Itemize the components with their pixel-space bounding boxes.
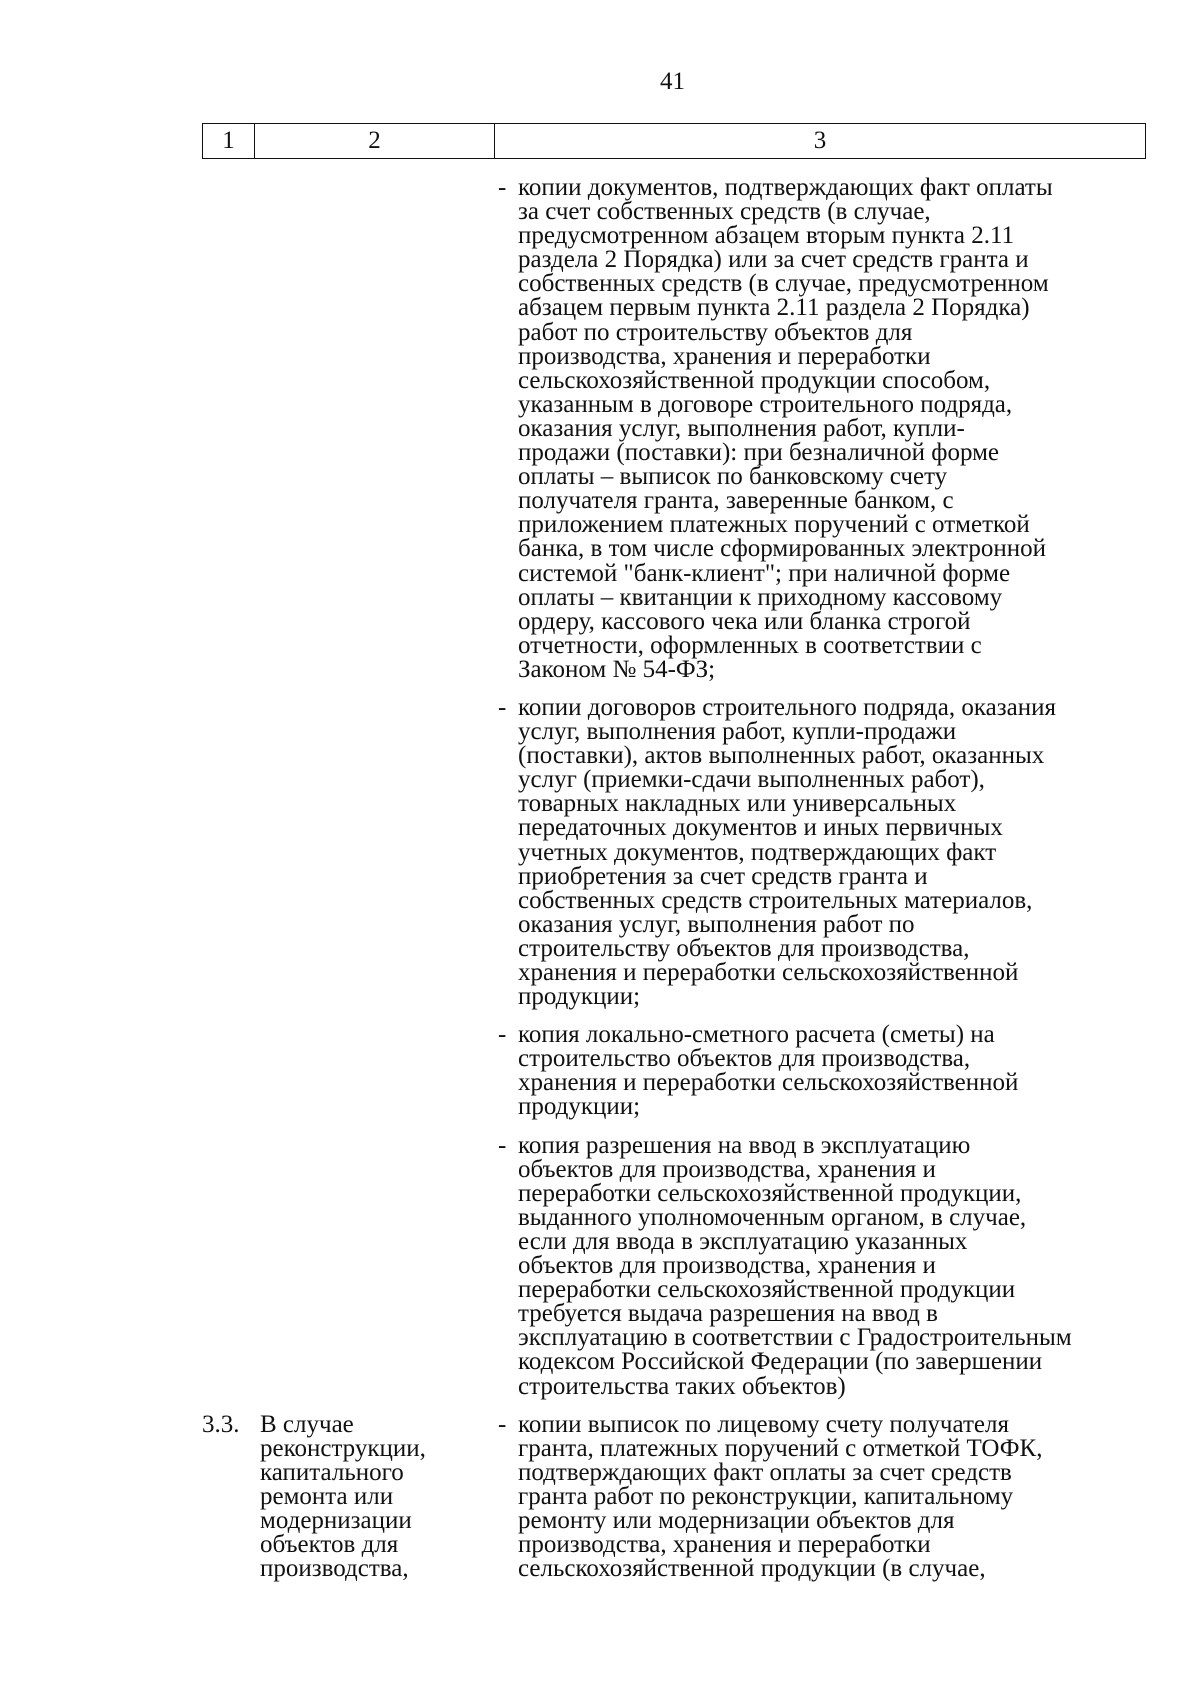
- item-line: оказания услуг, выполнения работ по: [518, 910, 915, 938]
- item-line: кодексом Российской Федерации (по завершении: [518, 1348, 1043, 1376]
- item-line: продукции;: [518, 983, 641, 1011]
- header-col-1: 1: [203, 124, 255, 158]
- item-line: хранения и переработки сельскохозяйственной: [518, 1069, 1019, 1097]
- list-item: [495, 1410, 1146, 1583]
- list-item: [495, 693, 1146, 1011]
- item-line: учетных документов, подтверждающих факт: [518, 838, 997, 866]
- item-line: хранения и переработки сельскохозяйственной: [518, 959, 1019, 986]
- table-header: [202, 123, 1146, 159]
- list-item: [495, 1023, 1146, 1119]
- item-line: банка, в том числе сформированных электронной: [518, 535, 1047, 563]
- item-line: эксплуатацию в соответствии с Градостроительным: [518, 1324, 1072, 1352]
- header-col-2: 2: [255, 124, 495, 158]
- item-line: приобретения за счет средств гранта и: [518, 862, 928, 890]
- item-line: оказания услуг, выполнения работ, купли-: [518, 414, 965, 442]
- item-line: системой "банк-клиент"; при наличной форме: [518, 559, 1011, 587]
- item-line: производства, хранения и переработки: [518, 1531, 931, 1559]
- item-line: получателя гранта, заверенные банком, с: [518, 487, 954, 515]
- item-line: копия локально-сметного расчета (сметы) на: [518, 1021, 995, 1049]
- item-line: услуг (приемки-сдачи выполненных работ),: [518, 766, 985, 794]
- item-line: копии договоров строительного подряда, оказания: [518, 693, 1056, 721]
- item-line: отчетности, оформленных в соответствии с: [518, 631, 982, 659]
- item-line: услуг, выполнения работ, купли-продажи: [518, 718, 957, 746]
- item-line: Законом № 54-ФЗ;: [518, 655, 716, 683]
- item-line: передаточных документов и иных первичных: [518, 814, 1003, 842]
- dash-marker: -: [498, 1410, 507, 1438]
- dash-marker: -: [498, 693, 507, 721]
- item-line: переработки сельскохозяйственной продукции,: [518, 1179, 1022, 1207]
- item-line: сельскохозяйственной продукции способом,: [518, 366, 991, 394]
- item-line: собственных средств (в случае, предусмотренном: [518, 270, 1049, 298]
- item-line: строительству объектов для производства,: [518, 934, 970, 962]
- item-line: приложением платежных поручений с отметкой: [518, 511, 1030, 539]
- item-line: ордеру, кассового чека или бланка строгой: [518, 607, 971, 635]
- item-line: продукции;: [518, 1093, 641, 1121]
- item-line: копии документов, подтверждающих факт оплаты: [518, 174, 1053, 201]
- item-line: товарных накладных или универсальных: [518, 790, 957, 818]
- dash-marker: -: [498, 174, 507, 201]
- item-line: за счет собственных средств (в случае,: [518, 198, 931, 226]
- item-line: производства, хранения и переработки: [518, 342, 931, 370]
- item-line: оплаты – выписок по банковскому счету: [518, 463, 948, 491]
- table-row: [202, 1410, 1146, 1583]
- item-line: переработки сельскохозяйственной продукции: [518, 1276, 1016, 1304]
- row-number: 3.3.: [202, 1410, 240, 1438]
- item-line: если для ввода в эксплуатацию указанных: [518, 1227, 968, 1255]
- item-line: абзацем первым пункта 2.11 раздела 2 Порядка): [518, 294, 1030, 322]
- item-line: оплаты – квитанции к приходному кассовому: [518, 583, 1003, 611]
- item-line: гранта работ по реконструкции, капитальному: [518, 1482, 1014, 1510]
- list-item: [495, 1131, 1146, 1400]
- item-line: собственных средств строительных материалов,: [518, 886, 1033, 914]
- list-item: [495, 176, 1146, 682]
- item-line: продажи (поставки): при безналичной форме: [518, 439, 1000, 467]
- item-line: строительства таких объектов): [518, 1372, 846, 1400]
- item-line: раздела 2 Порядка) или за счет средств гранта и: [518, 246, 1029, 274]
- table-row: [202, 176, 1146, 1399]
- item-line: выданного уполномоченным органом, в случае,: [518, 1203, 1027, 1231]
- item-line: объектов для производства, хранения и: [518, 1155, 936, 1183]
- table-body: [202, 176, 1146, 1595]
- item-line: гранта, платежных поручений с отметкой ТОФК,: [518, 1434, 1043, 1462]
- item-line: строительство объектов для производства,: [518, 1045, 971, 1073]
- item-line: копия разрешения на ввод в эксплуатацию: [518, 1131, 971, 1159]
- item-line: объектов для производства, хранения и: [518, 1252, 936, 1280]
- dash-marker: -: [498, 1021, 507, 1049]
- item-line: сельскохозяйственной продукции (в случае,: [518, 1555, 986, 1583]
- header-col-3: 3: [813, 127, 827, 154]
- item-line: указанным в договоре строительного подряда,: [518, 390, 1013, 418]
- item-line: требуется выдача разрешения на ввод в: [518, 1300, 938, 1328]
- page-number: 41: [660, 68, 685, 95]
- item-line: подтверждающих факт оплаты за счет средств: [518, 1458, 1012, 1486]
- row-description: В случае реконструкции, капитального ремонта или модернизации объектов для производства,: [260, 1410, 426, 1582]
- item-line: предусмотренном абзацем вторым пункта 2.11: [518, 222, 1015, 250]
- item-line: работ по строительству объектов для: [518, 318, 913, 346]
- dash-marker: -: [498, 1131, 507, 1159]
- item-line: копии выписок по лицевому счету получателя: [518, 1410, 1009, 1438]
- item-line: ремонту или модернизации объектов для: [518, 1506, 955, 1534]
- item-line: (поставки), актов выполненных работ, оказанных: [518, 742, 1045, 770]
